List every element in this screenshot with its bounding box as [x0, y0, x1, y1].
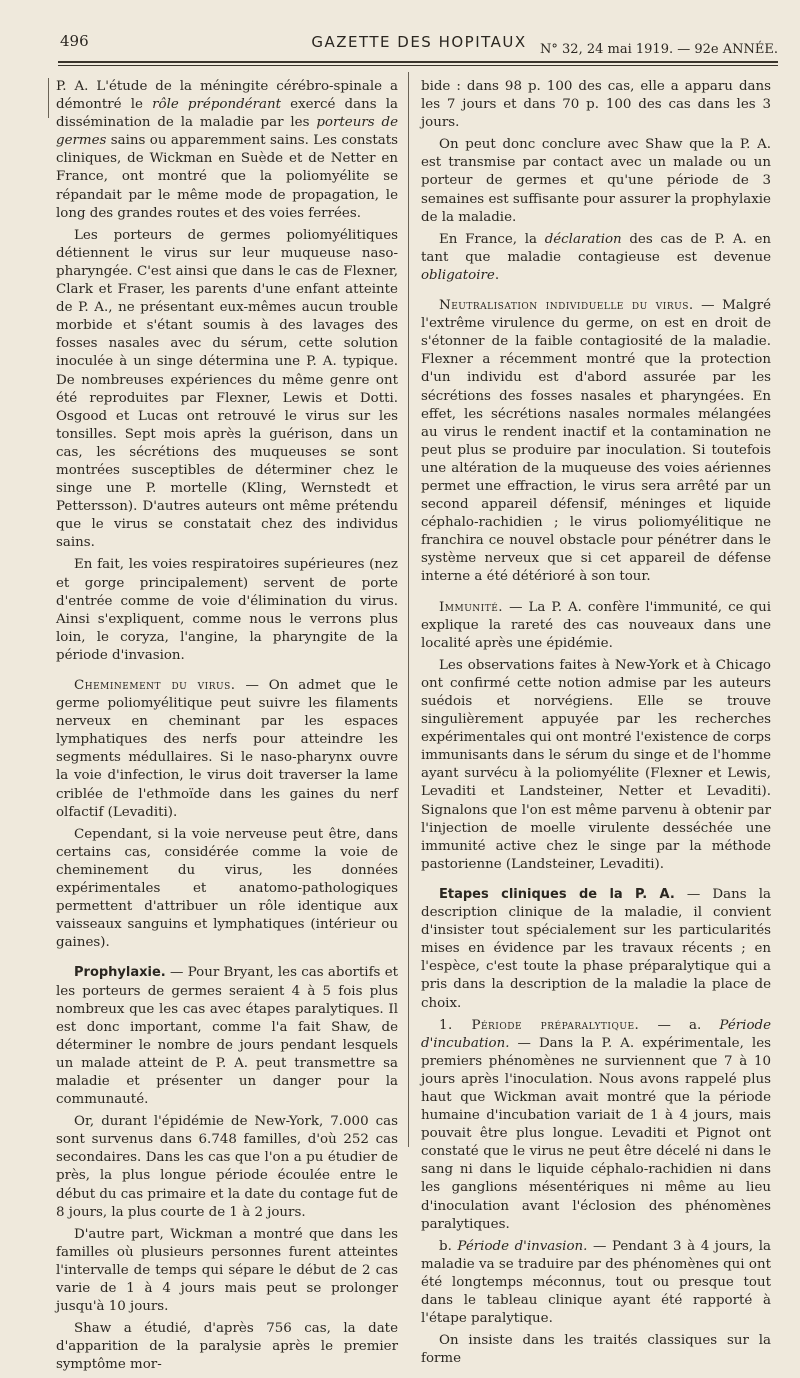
right-column [421, 78, 771, 1372]
section-prophylaxie: Prophylaxie. — Pour Bryant, les cas abortifs et les porteurs de germes seraient 4 à 5 fois plus nombreux que les cas avec étapes paralytiques. Il est donc important, comme l'a fait Shaw, de déterminer le nombre de jours pendant lesquels un malade atteint de P. A. peut transmettre sa maladie et présenter un danger pour la communauté. [56, 965, 398, 1108]
section-heading: Immunité. [439, 599, 504, 615]
paragraph: On peut donc conclure avec Shaw que la P. A. est transmise par contact avec un malade ou un porteur de germes et qu'une période de 3 semaines est suffisante pour assurer la prophylaxie de la maladie. [421, 137, 771, 225]
header-rule-thick [58, 61, 778, 63]
paragraph: Les observations faites à New-York et à Chicago ont confirmé cette notion admise par les auteurs suédois et norvégiens. Elle se trouve singulièrement appuyée par les recherches expérimentales qui ont montré l'existence de corps immunisants dans le sérum du singe et de l'homme ayant survécu à la poliomyélite (Flexner et Lewis, Levaditi et Landsteiner, Netter et Levaditi). Signalons que l'on est même parvenu à obtenir par l'injection de moelle virulente desséchée une immunité active chez le singe par la méthode pastorienne (Landsteiner, Levaditi). [421, 657, 771, 872]
section-immunite: Immunité. — La P. A. confère l'immunité, ce qui explique la rareté des cas nouveaux dans une localité après une épidémie. [421, 599, 771, 651]
section-heading: Cheminement du virus. [74, 678, 236, 693]
page-header [60, 28, 778, 62]
section-cheminement: Cheminement du virus. — On admet que le germe poliomyélitique peut suivre les filaments nerveux en cheminant par les espaces lymphatiques des nerfs pour atteindre les segments médullaires. Si le naso-pharynx ouvre la voie d'infection, le virus doit traverser la lame criblée de l'ethmoïde dans les gaines du nerf olfactif (Levaditi). [56, 678, 398, 820]
paragraph: b. Période d'invasion. — Pendant 3 à 4 jours, la maladie va se traduire par des phénomènes qui ont été longtemps méconnus, tout ou presque tout dans le tableau clinique ayant été rapporté à l'étape paralytique. [421, 1238, 772, 1327]
column-divider [408, 72, 409, 1147]
journal-title: GAZETTE DES HOPITAUX [311, 33, 527, 51]
paragraph: Or, durant l'épidémie de New-York, 7.000 cas sont survenus dans 6.748 familles, d'où 252 cas secondaires. Dans les cas que l'on a pu étudier de près, la plus longue période écoulée entre le début du cas primaire et la date du contage fut de 8 jours, la plus courte de 1 à 2 jours. [56, 1114, 398, 1220]
paragraph: Shaw a étudié, d'après 756 cas, la date d'apparition de la paralysie après le premier symptôme mor- [56, 1321, 398, 1373]
paragraph: Les porteurs de germes poliomyélitiques détiennent le virus sur leur muqueuse naso-pharyngée. C'est ainsi que dans le cas de Flexner, Clark et Fraser, les parents d'une enfant atteinte de P. A., ne présentant eux-mêmes aucun trouble morbide et s'étant soumis à des lavages des fosses nasales avec du sérum, cette solution inoculée à un singe détermina une P. A. typique. De nombreuses expériences du même genre ont été reproduites par Flexner, Lewis et Dotti. Osgood et Lucas ont retrouvé le virus sur les tonsilles. Sept mois après la guérison, dans un cas, les sécrétions des muqueuses se sont montrées susceptibles de déterminer chez le singe une P. mortelle (Kling, Wernstedt et Pettersson). D'autres auteurs ont même prétendu que le virus se constatait chez des individus sains. [56, 227, 398, 551]
issue-info: N° 32, 24 mai 1919. — 92e ANNÉE. [540, 42, 778, 57]
section-periode-preparalytique: 1. Période préparalytique. — a. Période d'incubation. — Dans la P. A. expérimentale, les premiers phénomènes ne surviennent que 7 à 10 jours après l'inoculation. Nous avons rappelé plus haut que Wickman avait montré que la période humaine d'incubation variait de 1 à 4 jours, mais pouvait être plus longue. Levaditi et Pignot ont constaté que le virus ne peut être décelé ni dans le sang ni dans le liquide céphalo-rachidien ni dans les ganglions mésentériques ni même au lieu d'inoculation avant l'éclosion des phénomènes paralytiques. [421, 1017, 771, 1232]
paragraph: On insiste dans les traités classiques sur la forme [421, 1333, 771, 1367]
paragraph: En France, la déclaration des cas de P. A. en tant que maladie contagieuse est devenue obligatoire. [421, 231, 771, 283]
left-column [56, 78, 398, 1378]
paragraph: En fait, les voies respiratoires supérieures (nez et gorge principalement) servent de porte d'entrée comme de voie d'élimination du virus. Ainsi s'expliquent, comme nous le verrons plus loin, le coryza, l'angine, la pharyngite de la période d'invasion. [56, 557, 398, 663]
section-etapes: Etapes cliniques de la P. A. — Dans la description clinique de la maladie, il convient d'insister tout spécialement sur les particularités mises en évidence par les travaux récents ; en l'espèce, c'est toute la phase préparalytique qui a pris dans la description de la maladie la place de choix. [421, 886, 771, 1011]
section-heading: 1. Période préparalytique. [439, 1017, 640, 1033]
paragraph: Cependant, si la voie nerveuse peut être, dans certains cas, considérée comme la voie de cheminement du virus, les données expérimentales et anatomo-pathologiques permettent d'attribuer un rôle identique aux vaisseaux sanguins et lymphatiques (intérieur ou gaines). [56, 826, 398, 951]
margin-mark [48, 78, 49, 118]
page-number: 496 [60, 32, 89, 50]
paragraph: P. A. L'étude de la méningite cérébro-spinale a démontré le rôle prépondérant exercé dans la dissémination de la maladie par les porteurs de germes sains ou apparemment sains. Les constats cliniques, de Wickman en Suède et de Netter en France, ont montré que la poliomyélite se répandait par le même mode de propagation, le long des grandes routes et des voies ferrées. [56, 79, 398, 221]
paragraph: bide : dans 98 p. 100 des cas, elle a apparu dans les 7 jours et dans 70 p. 100 des cas dans les 3 jours. [421, 79, 771, 131]
section-heading: Neutralisation individuelle du virus. [439, 298, 694, 314]
section-heading: Etapes cliniques de la P. A. [439, 886, 675, 902]
section-neutralisation: Neutralisation individuelle du virus. — Malgré l'extrême virulence du germe, on est en droit de s'étonner de la faible contagiosité de la maladie. Flexner a récemment montré que la protection d'un individu est d'abord assurée par les sécrétions des fosses nasales et pharyngées. En effet, les sécrétions nasales normales mélangées au virus le rendent inactif et la contamination ne peut plus se produire par inoculation. Si toutefois une altération de la muqueuse des voies aériennes permet une effraction, le virus sera arrêté par un second appareil défensif, méninges et liquide céphalo-rachidien ; le virus poliomyélitique ne franchira ce nouvel obstacle pour pénétrer dans le système nerveux que si cet appareil de défense interne a été détérioré à son tour. [421, 298, 771, 585]
paragraph: D'autre part, Wickman a montré que dans les familles où plusieurs personnes furent atteintes l'intervalle de temps qui sépare le début de 2 cas varie de 1 à 4 jours mais peut se prolonger jusqu'à 10 jours. [56, 1226, 398, 1315]
section-heading: Prophylaxie. [74, 965, 166, 981]
header-rule-thin [58, 65, 778, 66]
